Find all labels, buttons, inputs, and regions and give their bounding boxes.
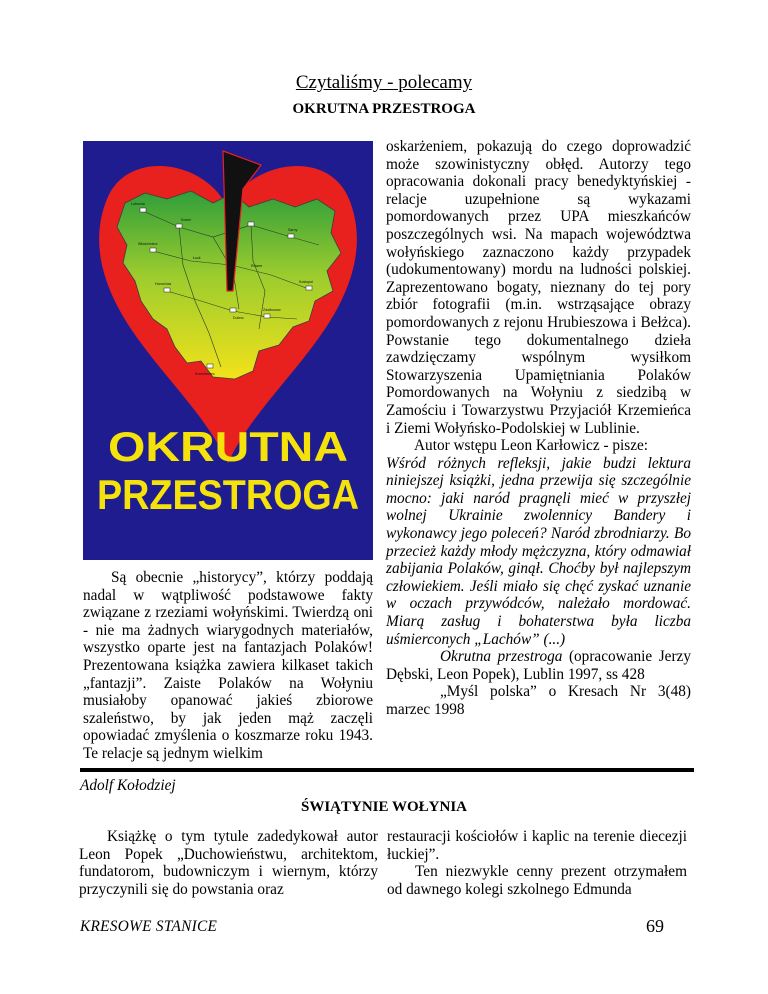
bibliography xyxy=(386,648,691,683)
section-divider xyxy=(80,768,694,772)
map-label: Łuck xyxy=(193,256,201,260)
map-label: Lubomla xyxy=(131,202,145,206)
page-number: 69 xyxy=(646,916,664,936)
cover-title-line1: OKRUTNA xyxy=(108,423,348,470)
left-column-text-2 xyxy=(79,828,378,898)
quote: Wśród różnych refleksji, jakie budzi lektura niniejszej książki, jedna przewija się szczególnie mocno: jaki naród pragnęli mieć w przyszłej wolnej Ukrainie zwolennicy Bandery i wykonawcy jego poleceń? Naród zbrodniarzy. Bo przecież każdy młody mężczyzna, który odmawiał zabijania Polaków, ginął. Choćby był najlepszym człowiekiem. Jeśli miało się chęć zyskać uznanie w oczach przywódców, należało mordować. Miarą zasług i bohaterstwa była liczba uśmierconych „Lachów” (...) xyxy=(386,454,691,648)
paragraph: Książkę o tym tytule zadedykował autor Leon Popek „Duchowieństwu, architektom, fundatorom, budowniczym i wiernym, którzy przyczynili się do powstania oraz xyxy=(79,828,378,898)
journal-name: KRESOWE STANICE xyxy=(80,918,218,935)
article-author: Adolf Kołodziej xyxy=(80,777,176,794)
paragraph: Są obecnie „historycy”, którzy poddają nadal w wątpliwość podstawowe fakty związane z rzeziami wołyńskimi. Twierdzą oni - nie ma żadnych wiarygodnych materiałów, wszystko oparte jest na fantazjach Polaków! Prezentowana książka zawiera kilkaset takich „fantazji”. Zaiste Polaków na Wołyniu musiałoby opanować jakieś zbiorowe szaleństwo, by jak jeden mąż zaczęli opowiadać zmyślenia o koszmarze roku 1943. Te relacje są jednym wielkim xyxy=(83,569,373,762)
map-label: Horochów xyxy=(155,282,172,286)
map-label: Krzemieniec xyxy=(195,372,215,376)
source-note: „Myśl polska” o Kresach Nr 3(48) marzec 1998 xyxy=(386,683,691,718)
paragraph: Autor wstępu Leon Karłowicz - pisze: xyxy=(414,437,649,455)
map-label: Równe xyxy=(251,264,263,268)
paragraph: Ten niezwykle cenny prezent otrzymałem od dawnego kolegi szkolnego Edmunda xyxy=(387,863,687,898)
paragraph: restauracji kościołów i kaplic na terenie diecezji łuckiej”. xyxy=(387,828,687,863)
map-label: Dubno xyxy=(233,316,244,320)
map-label: Kostopol xyxy=(299,280,313,284)
article-title-okrutna-przestroga: OKRUTNA PRZESTROGA xyxy=(292,101,476,117)
map-label: Włodzimierz xyxy=(138,242,158,246)
paragraph: oskarżeniem, pokazują do czego doprowadzić może szowinistyczny obłęd. Autorzy tego opracowania dokonali pracy benedyktyńskiej - relacje uzupełnione są wykazami pomordowanych przez UPA mieszkańców poszczególnych wsi. Na mapach województwa wołyńskiego zaznaczono każdy przypadek (udokumentowany) mordu na ludności polskiej. Zaprezentowano bogaty, nieznany do tej pory zbiór fotografii (m.in. wstrząsające obrazy pomordowanych z rejonu Hrubieszowa i Bełżca). Powstanie tego dokumentalnego dzieła zawdzięczamy wspólnym wysiłkom Stowarzyszenia Upamiętniania Polaków Pomordowanych na Wołyniu z siedzibą w Zamościu i Towarzystwu Przyjaciół Krzemieńca i Ziemi Wołyńsko-Podolskiej w Lublinie. xyxy=(386,138,691,437)
biblio-title: Okrutna przestroga xyxy=(440,648,563,666)
map-label: Zdołbunów xyxy=(263,308,281,312)
article-title-swiatynie-wolynia: ŚWIĄTYNIE WOŁYNIA xyxy=(300,799,467,815)
right-column-text-2 xyxy=(387,828,687,898)
biblio-details: (opracowanie Jerzy Dębski, Leon Popek), Lublin 1997, ss 428 xyxy=(386,648,691,683)
section-header: Czytaliśmy - polecamy xyxy=(295,72,473,93)
book-cover-image xyxy=(83,141,373,560)
left-column-text xyxy=(83,569,373,763)
map-label: Kowel xyxy=(181,218,191,222)
right-column-text xyxy=(386,138,691,719)
cover-title-line2: PRZESTROGA xyxy=(97,471,359,518)
map-label: Sarny xyxy=(288,228,298,232)
